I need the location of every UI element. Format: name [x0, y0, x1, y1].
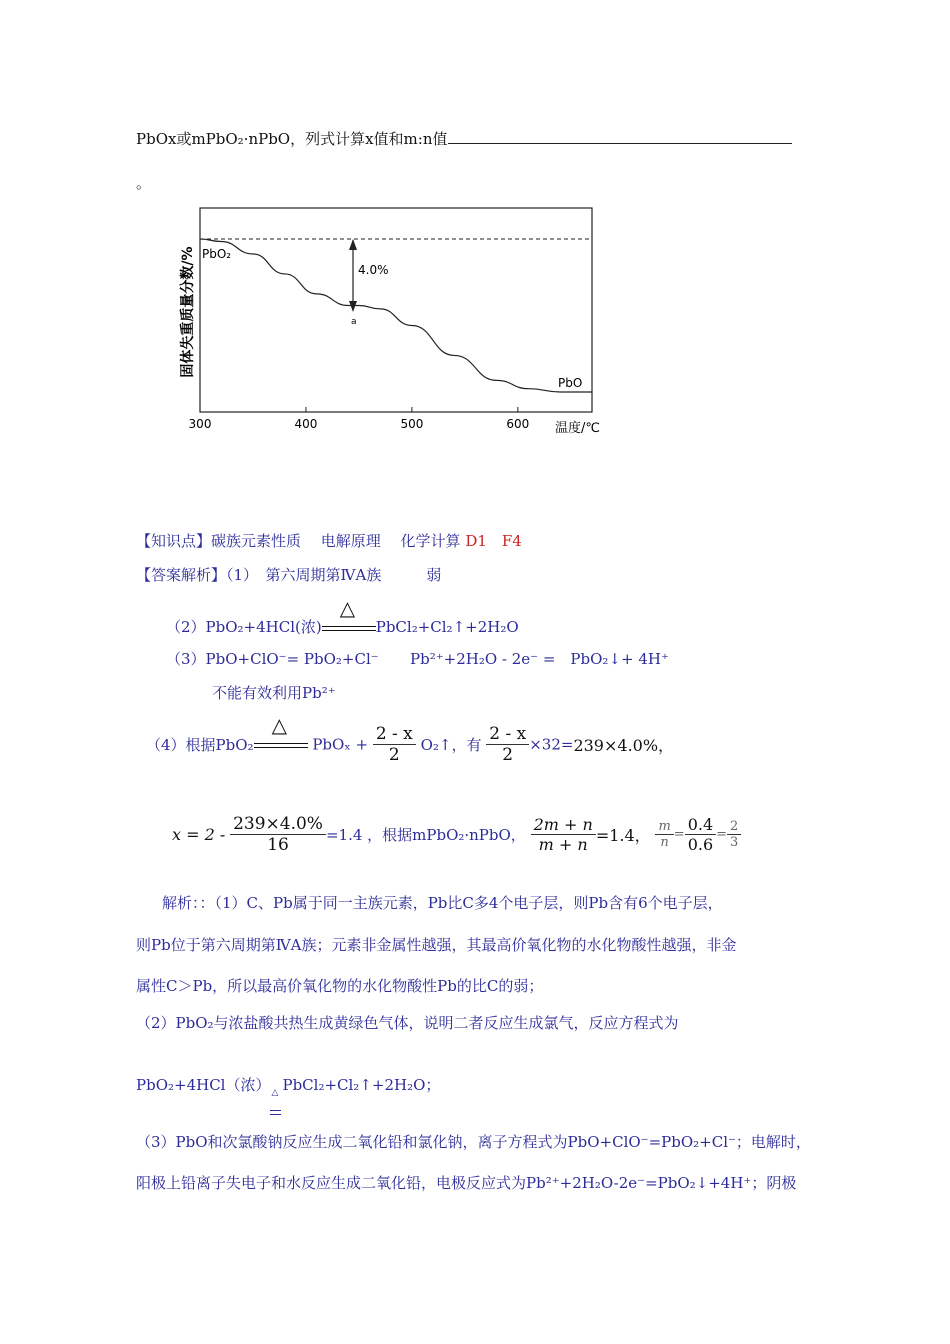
- q2-products: PbCl₂+Cl₂↑+2H₂O: [375, 618, 519, 636]
- heat-arrow-icon: △: [322, 618, 376, 638]
- answer-q3b: Pb²⁺+2H₂O - 2e⁻ = PbO₂↓+ 4H⁺: [410, 650, 669, 668]
- x-axis-label: 温度/℃: [555, 421, 600, 436]
- arrow-up-icon: [349, 239, 357, 250]
- x-tick-label: 400: [294, 417, 318, 431]
- frac-2: $\frac{2 - x}{2}$: [486, 724, 529, 765]
- analysis-p6: （3）PbO和次氯酸钠反应生成二氧化铅和氯化钠，离子方程式为PbO+ClO⁻=PbO₂+Cl⁻；电解时，: [136, 1133, 811, 1151]
- answer-label: 【答案解析】（1） 第六周期第ⅣA族 弱: [136, 566, 442, 584]
- tga-chart: [170, 200, 620, 445]
- ratio-frac: $\frac{m}{n}$: [655, 819, 673, 850]
- mn-val: =1.4，: [595, 826, 651, 845]
- x-eq: x = 2 -: [172, 825, 226, 844]
- gap-label: 4.0%: [358, 263, 389, 277]
- q4-pre: （4）根据PbO₂: [146, 736, 254, 754]
- knowledge-label: 【知识点】碳族元素性质 电解原理 化学计算: [136, 532, 461, 550]
- arrow-down-icon: [349, 301, 357, 312]
- frac-1: $\frac{2 - x}{2}$: [373, 724, 416, 765]
- heat-arrow-icon-2: △: [254, 735, 308, 755]
- ratio-value-frac: $\frac{0.4}{0.6}$: [685, 815, 716, 854]
- analysis-p3: 属性C＞Pb，所以最高价氧化物的水化物酸性Pb的比C的弱；: [136, 977, 544, 995]
- answer-q2: [166, 596, 519, 638]
- pbo-label: PbO: [558, 376, 583, 390]
- x-val: =1.4 ，根据mPbO₂·nPbO，: [325, 826, 526, 844]
- answer-q4: [146, 712, 675, 778]
- x-tick-label: 300: [188, 417, 212, 431]
- answer-blank: [448, 133, 792, 144]
- analysis-p5: PbO₂+4HCl（浓） △ PbCl₂+Cl₂↑+2H₂O；: [136, 1074, 440, 1095]
- x-tick-label: 500: [400, 417, 424, 431]
- x-tick-label: 600: [506, 417, 530, 431]
- question-line: [136, 128, 792, 149]
- knowledge-codes: D1 F4: [465, 532, 522, 550]
- p5-reactants: PbO₂+4HCl（浓）: [136, 1076, 271, 1094]
- q2-reactants: （2）PbO₂+4HCl(浓): [166, 618, 322, 636]
- analysis-p2: 则Pb位于第六周期第ⅣA族；元素非金属性越强，其最高价氧化物的水化物酸性越强，非金: [136, 936, 737, 954]
- mn-frac: $\frac{2m + n}{m + n}$: [531, 815, 596, 854]
- pbo2-label: PbO₂: [202, 247, 232, 261]
- mass-loss-curve: [200, 239, 592, 392]
- answer-q3a: （3）PbO+ClO⁻= PbO₂+Cl⁻: [166, 650, 379, 668]
- knowledge-line: [136, 530, 522, 551]
- analysis-p7: 阳极上铅离子失电子和水反应生成二氧化铅，电极反应式为Pb²⁺+2H₂O-2e⁻=PbO₂↓+4H⁺；阴极: [136, 1174, 797, 1192]
- x-axis-ticks: [189, 407, 530, 431]
- question-text: PbOx或mPbO₂·nPbO，列式计算x值和m:n值: [136, 130, 448, 148]
- q4-value: 239×4.0%，: [573, 736, 675, 755]
- x-frac: $\frac{239\times 4.0\%}{16}$: [230, 814, 326, 855]
- q4-mid: PbOₓ +: [312, 735, 369, 754]
- point-a-label: a: [351, 317, 357, 327]
- answer-x-calc: x = 2 - $\frac{239\times 4.0\%}{16}$ =1.4 ，根据mPbO₂·nPbO， $\frac{2m + n}{m + n}$ =1.4， $\frac{m}{n}$ = $\frac{0.4}{0.6}$ = $\frac{2}{3}$: [172, 814, 741, 855]
- ratio-result-frac: $\frac{2}{3}$: [727, 819, 741, 850]
- q4-tail: ×32=: [529, 735, 574, 754]
- p5-products: PbCl₂+Cl₂↑+2H₂O；: [282, 1076, 441, 1094]
- q4-o2: O₂↑，有: [420, 736, 482, 754]
- analysis-p1: 解析：：（1）C、Pb属于同一主族元素，Pb比C多4个电子层，则Pb含有6个电子层，: [162, 894, 723, 912]
- question-end: 。: [136, 174, 152, 192]
- y-axis-label: 固体失重质量分数/%: [180, 246, 196, 378]
- analysis-p4: （2）PbO₂与浓盐酸共热生成黄绿色气体，说明二者反应生成氯气，反应方程式为: [136, 1014, 679, 1032]
- answer-q3c: 不能有效利用Pb²⁺: [212, 684, 336, 702]
